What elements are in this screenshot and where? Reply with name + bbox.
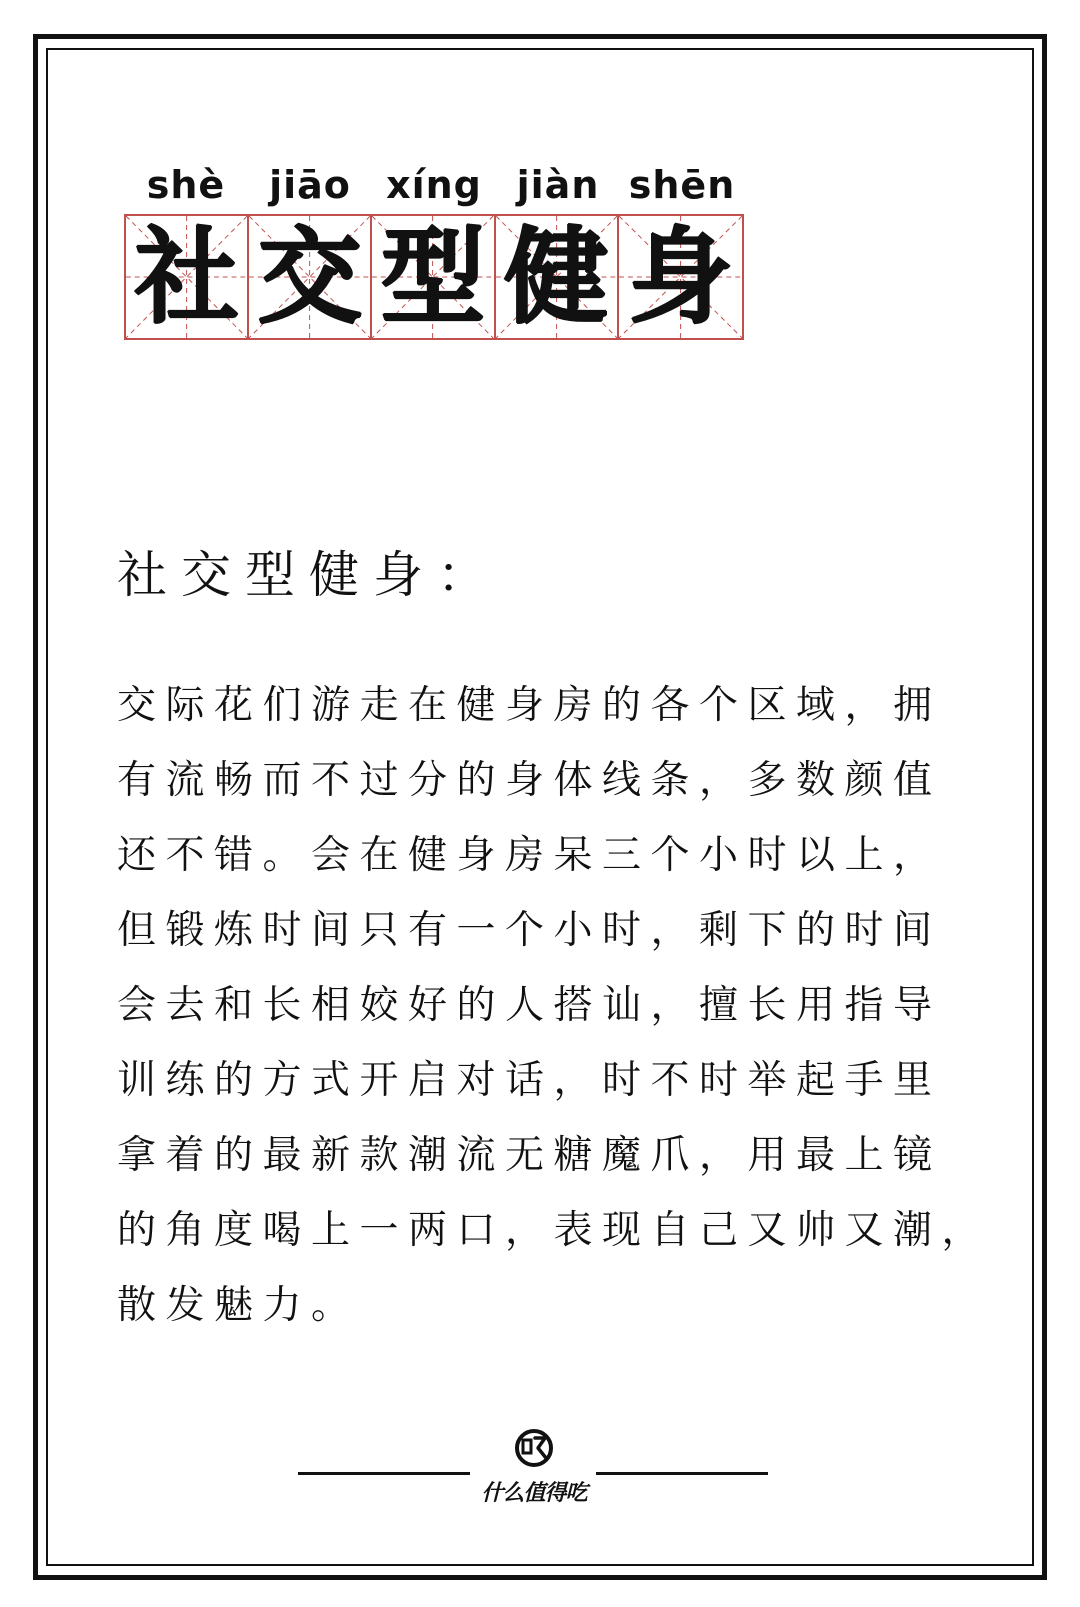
body-line: 的角度喝上一两口，表现自己又帅又潮， bbox=[117, 1208, 991, 1253]
footer-divider-left bbox=[298, 1472, 470, 1475]
title-char: 社 bbox=[134, 215, 239, 338]
body-line: 但锻炼时间只有一个小时，剩下的时间 bbox=[117, 908, 942, 953]
pinyin-jiao: jiāo bbox=[269, 163, 351, 207]
body-paragraph bbox=[117, 668, 991, 1343]
tianzige-title bbox=[124, 214, 744, 340]
body-line: 会去和长相姣好的人搭讪，擅长用指导 bbox=[117, 983, 942, 1028]
pinyin-xing: xíng bbox=[386, 163, 482, 207]
title-char: 健 bbox=[504, 215, 609, 338]
body-line: 交际花们游走在健身房的各个区域，拥 bbox=[117, 683, 942, 728]
title-cell bbox=[372, 216, 495, 338]
title-cell bbox=[249, 216, 372, 338]
section-heading: 社交型健身： bbox=[117, 546, 501, 604]
title-cell bbox=[126, 216, 249, 338]
pinyin-she: shè bbox=[146, 163, 226, 207]
body-line: 训练的方式开启对话，时不时举起手里 bbox=[117, 1058, 942, 1103]
logo-text: 什么值得吃 bbox=[481, 1481, 587, 1506]
footer-divider-right bbox=[596, 1472, 768, 1475]
body-line: 有流畅而不过分的身体线条，多数颜值 bbox=[117, 758, 942, 803]
body-line: 散发魅力。 bbox=[117, 1283, 360, 1328]
chi-logo-icon bbox=[514, 1428, 554, 1468]
pinyin-row bbox=[124, 160, 744, 210]
body-line: 拿着的最新款潮流无糖魔爪，用最上镜 bbox=[117, 1133, 942, 1178]
body-line: 还不错。会在健身房呆三个小时以上， bbox=[117, 833, 942, 878]
title-char: 身 bbox=[628, 215, 733, 338]
pinyin-jian: jiàn bbox=[516, 163, 600, 207]
title-char: 交 bbox=[257, 215, 362, 338]
pinyin-shen: shēn bbox=[628, 163, 736, 207]
title-cell bbox=[496, 216, 619, 338]
title-char: 型 bbox=[381, 215, 486, 338]
footer-logo bbox=[298, 1424, 768, 1514]
title-cell bbox=[619, 216, 742, 338]
